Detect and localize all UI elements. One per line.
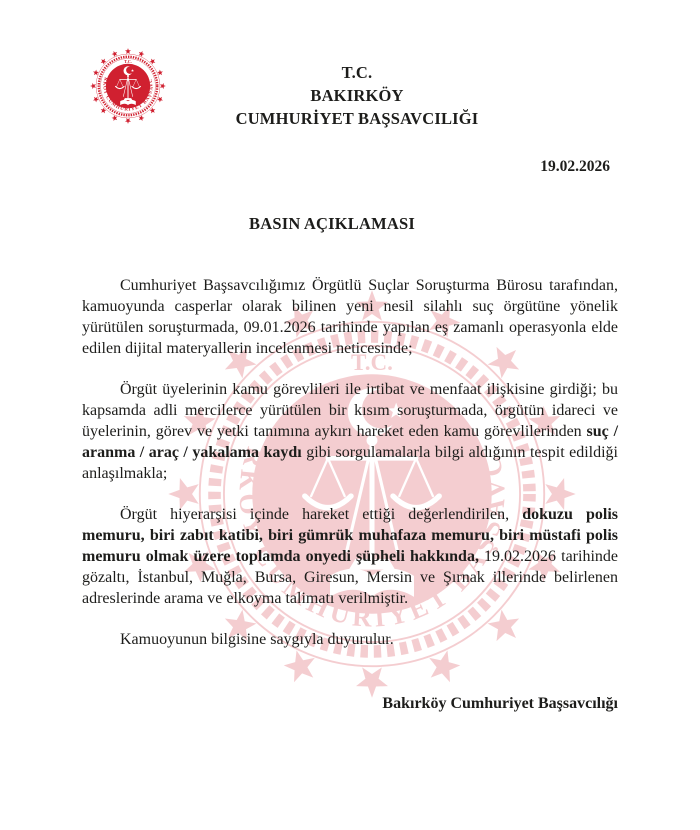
text-run: Kamuoyunun bilgisine saygıyla duyurulur.	[120, 631, 394, 648]
press-release-title: BASIN AÇIKLAMASI	[249, 214, 415, 233]
text-run: 19.02.2026 tarihinde gözaltı, İstanbul, Muğla, Bursa, Giresun, Mersin ve Şırnak illerinde belirlenen adreslerinde arama ve elkoyma talimatı verilmiştir.	[82, 548, 618, 607]
text-run: dokuzu polis memuru, biri zabıt katibi, biri gümrük muhafaza memuru, biri müstafi polis memuru olmak üzere toplamda onyedi şüpheli hakkında,	[82, 506, 618, 565]
letterhead	[0, 61, 700, 130]
letterhead-tc: T.C.	[341, 63, 373, 82]
text-run: gibi sorgulamalarla bilgi aldığının tespit edildiği anlaşılmakla;	[82, 444, 619, 482]
signature-line: Bakırköy Cumhuriyet Başsavcılığı	[382, 695, 618, 712]
body-paragraph	[82, 629, 618, 650]
letterhead-city: BAKIRKÖY	[310, 86, 404, 105]
document-date: 19.02.2026	[540, 158, 610, 175]
body-paragraph	[82, 275, 618, 359]
body-paragraph	[82, 379, 618, 484]
body-paragraph	[82, 504, 618, 609]
text-run: suç / aranma / araç / yakalama kaydı	[82, 423, 619, 461]
text-run: Örgüt hiyerarşisi içinde hareket ettiği değerlendirilen,	[120, 506, 523, 523]
document-body	[82, 275, 618, 670]
text-run: Cumhuriyet Başsavcılığımız Örgütlü Suçlar Soruşturma Bürosu tarafından, kamuoyunda casperlar olarak bilinen yeni nesil silahlı suç örgütüne yönelik yürütülen soruşturmada, 09.01.2026 tarihinde yapılan eş zamanlı operasyonla elde edilen dijital materyallerin incelenmesi neticesinde;	[82, 277, 618, 357]
letterhead-office: CUMHURİYET BAŞSAVCILIĞI	[235, 109, 479, 128]
text-run: Örgüt üyelerinin kamu görevlileri ile irtibat ve menfaat ilişkisine girdiği; bu kapsamda adli mercilerce yürütülen bir kısım soruşturmada, örgütün idareci ve üyelerinin, görev ve yetki tanımına aykırı hareket eden kamu görevlilerinden	[82, 381, 618, 440]
